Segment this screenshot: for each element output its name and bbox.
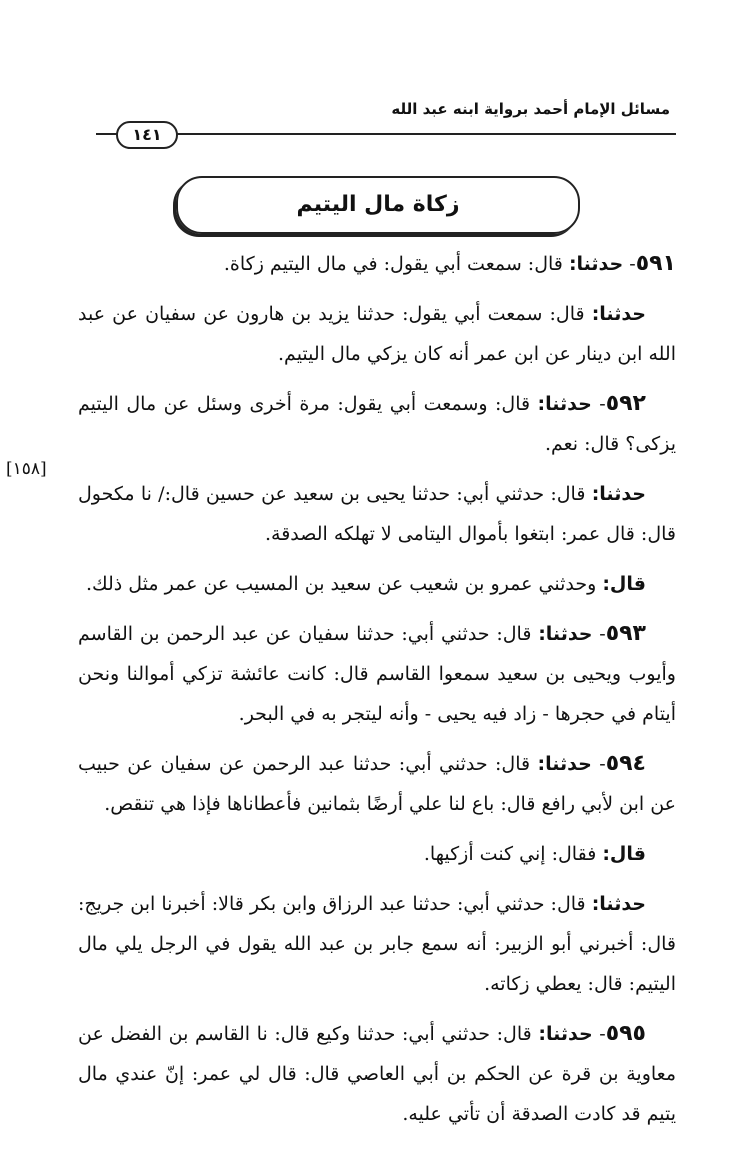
hadith-number: ٥٩٤ xyxy=(605,751,646,776)
narration-keyword: قال: xyxy=(602,843,646,865)
page-number: ١٤١ xyxy=(116,121,178,149)
narration-keyword: حدثنا: xyxy=(537,753,592,775)
paragraph-text: قال: سمعت أبي يقول: حدثنا يزيد بن هارون عن سفيان عن عبد الله ابن دينار عن ابن عمر أنه كان يزكي مال اليتيم. xyxy=(78,303,676,365)
paragraph-text: وحدثني عمرو بن شعيب عن سعيد بن المسيب عن عمر مثل ذلك. xyxy=(85,573,603,595)
paragraph: ٥٩١- حدثنا: قال: سمعت أبي يقول: في مال اليتيم زكاة. xyxy=(223,251,676,276)
narration-keyword: حدثنا: xyxy=(538,1023,593,1045)
paragraph-text: قال: وسمعت أبي يقول: مرة أخرى وسئل عن مال اليتيم يزكى؟ قال: نعم. xyxy=(78,393,676,455)
paragraph xyxy=(78,294,676,374)
narration-keyword: حدثنا: xyxy=(591,303,646,325)
paragraph: ٥٩٥- حدثنا: قال: حدثني أبي: حدثنا وكيع قال: نا القاسم بن الفضل عن معاوية بن قرة عن الحكم بن أبي العاصي قال: قال لي عمر: إنّ عندي مال يتيم قد كادت الصدقة أن تأتي عليه. xyxy=(78,1021,676,1125)
paragraph-text: قال: حدثني أبي: حدثنا عبد الرزاق وابن بكر قالا: أخبرنا ابن جريج: قال: أخبرني أبو الزبير: أنه سمع جابر بن عبد الله يقول في الرجل يلي مال اليتيم: قال: يعطي زكاته. xyxy=(78,893,676,995)
paragraph: ٥٩٣- حدثنا: قال: حدثني أبي: حدثنا سفيان عن عبد الرحمن بن القاسم وأيوب ويحيى بن سعيد سمعوا القاسم قال: كانت عائشة تزكي أموالنا ونحن أيتام في حجرها - زاد فيه يحيى - وأنه ليتجر به في البحر. xyxy=(78,621,676,725)
paragraph-text: قال: سمعت أبي يقول: في مال اليتيم زكاة. xyxy=(223,253,569,275)
body-text xyxy=(78,244,676,1144)
paragraph-text: قال: حدثني أبي: حدثنا وكيع قال: نا القاسم بن الفضل عن معاوية بن قرة عن الحكم بن أبي العاصي قال: قال لي عمر: إنّ عندي مال يتيم قد كادت الصدقة أن تأتي عليه. xyxy=(78,1023,676,1125)
paragraph: ٥٩٢- حدثنا: قال: وسمعت أبي يقول: مرة أخرى وسئل عن مال اليتيم يزكى؟ قال: نعم. xyxy=(78,391,676,455)
paragraph: ٥٩٤- حدثنا: قال: حدثني أبي: حدثنا عبد الرحمن عن سفيان عن حبيب عن ابن لأبي رافع قال: باع لنا علي أرضًا بثمانين فأعطاناها فإذا هي تنقص. xyxy=(78,751,676,815)
hadith-number: ٥٩٥ xyxy=(605,1021,646,1046)
hadith-number: ٥٩١ xyxy=(635,251,676,276)
narration-keyword: حدثنا: xyxy=(568,253,624,275)
paragraph-text: فقال: إني كنت أزكيها. xyxy=(423,843,603,865)
hadith-number: ٥٩٣ xyxy=(605,621,646,646)
paragraph xyxy=(78,884,676,1004)
paragraph-text: قال: حدثني أبي: حدثنا سفيان عن عبد الرحمن بن القاسم وأيوب ويحيى بن سعيد سمعوا القاسم قال: كانت عائشة تزكي أموالنا ونحن أيتام في حجرها - زاد فيه يحيى - وأنه ليتجر به في البحر. xyxy=(78,623,676,725)
section-title: زكاة مال اليتيم xyxy=(176,176,580,234)
narration-keyword: حدثنا: xyxy=(591,483,646,505)
paragraph xyxy=(78,564,676,604)
running-header: مسائل الإمام أحمد برواية ابنه عبد الله xyxy=(391,100,670,118)
paragraph xyxy=(78,474,676,554)
hadith-number: ٥٩٢ xyxy=(605,391,646,416)
paragraph-text: قال: حدثني أبي: حدثنا عبد الرحمن عن سفيان عن حبيب عن ابن لأبي رافع قال: باع لنا علي أرضًا بثمانين فأعطاناها فإذا هي تنقص. xyxy=(78,753,676,815)
paragraph-text: قال: حدثني أبي: حدثنا يحيى بن سعيد عن حسين قال:/ نا مكحول قال: قال عمر: ابتغوا بأموال اليتامى لا تهلكه الصدقة. xyxy=(78,483,676,545)
narration-keyword: حدثنا: xyxy=(538,623,593,645)
header-rule xyxy=(96,133,676,135)
narration-keyword: حدثنا: xyxy=(591,893,646,915)
narration-keyword: حدثنا: xyxy=(537,393,592,415)
narration-keyword: قال: xyxy=(602,573,646,595)
paragraph xyxy=(78,834,676,874)
margin-page-reference: [١٥٨] xyxy=(6,459,47,479)
